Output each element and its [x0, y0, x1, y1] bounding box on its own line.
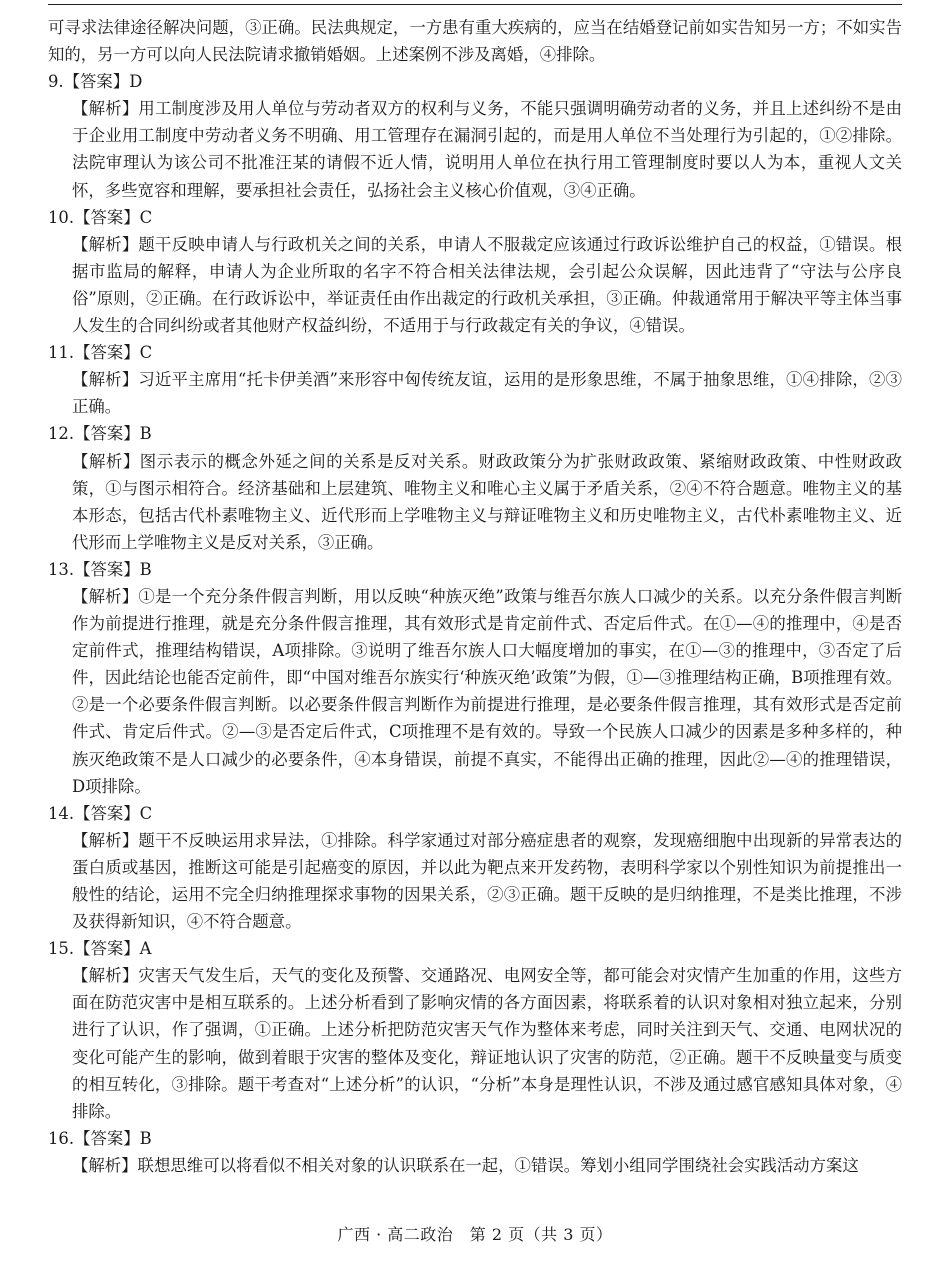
- answer-heading: 16.【答案】B: [48, 1128, 152, 1148]
- top-rule: [48, 4, 902, 5]
- question-block: [48, 420, 902, 555]
- intro-paragraph: 可寻求法律途径解决问题，③正确。民法典规定，一方患有重大疾病的，应当在结婚登记前如实告知另一方；不如实告知的，另一方可以向人民法院请求撤销婚姻。上述案例不涉及离婚，④排除。: [48, 18, 902, 65]
- question-list: [48, 68, 902, 1179]
- answer-explanations: [48, 14, 902, 1179]
- answer-explanation: 【解析】用工制度涉及用人单位与劳动者双方的权利与义务，不能只强调明确劳动者的义务，并且上述纠纷不是由于企业用工制度中劳动者义务不明确、用工管理存在漏洞引起的，而是用人单位不当处理行为引起的，①②排除。法院审理认为该公司不批准汪某的请假不近人情，说明用人单位在执行用工管理制度时要以人为本，重视人文关怀，多些宽容和理解，要承担社会责任，弘扬社会主义核心价值观，③④正确。: [72, 99, 902, 200]
- answer-explanation: 【解析】题干反映申请人与行政机关之间的关系，申请人不服裁定应该通过行政诉讼维护自己的权益，①错误。根据市监局的解释，申请人为企业所取的名字不符合相关法律法规，会引起公众误解，因此违背了“守法与公序良俗”原则，②正确。在行政诉讼中，举证责任由作出裁定的行政机关承担，③正确。仲裁通常用于解决平等主体当事人发生的合同纠纷或者其他财产权益纠纷，不适用于与行政裁定有关的争议，④错误。: [72, 234, 902, 336]
- answer-heading: 14.【答案】C: [48, 803, 153, 823]
- answer-heading: 9.【答案】D: [48, 72, 143, 92]
- answer-explanation: 【解析】灾害天气发生后，天气的变化及预警、交通路况、电网安全等，都可能会对灾情产生加重的作用，这些方面在防范灾害中是相互联系的。上述分析看到了影响灾情的各方面因素，将联系着的认识对象相对独立起来，分别进行了认识，作了强调，①正确。上述分析把防范灾害天气作为整体来考虑，同时关注到天气、交通、电网状况的变化可能产生的影响，做到着眼于灾害的整体及变化，辩证地认识了灾害的防范，②正确。题干不反映量变与质变的相互转化，③排除。题干考查对“上述分析”的认识，“分析”本身是理性认识，不涉及通过感官感知具体对象，④排除。: [72, 966, 902, 1121]
- answer-explanation: 【解析】习近平主席用“托卡伊美酒”来形容中匈传统友谊，运用的是形象思维，不属于抽象思维，①④排除，②③正确。: [72, 370, 902, 417]
- answer-explanation: 【解析】联想思维可以将看似不相关对象的认识联系在一起，①错误。筹划小组同学围绕社会实践活动方案这: [72, 1155, 859, 1175]
- answer-explanation: 【解析】①是一个充分条件假言判断，用以反映“种族灭绝”政策与维吾尔族人口减少的关系。以充分条件假言判断作为前提进行推理，就是充分条件假言推理，其有效形式是肯定前件式、否定后件式。在①—④的推理中，④是否定前件式，推理结构错误，A项排除。③说明了维吾尔族人口大幅度增加的事实，在①—③的推理中，③否定了后件，因此结论也能否定前件，即“中国对维吾尔族实行‘种族灭绝’政策”为假，①—③推理结构正确，B项推理有效。②是一个必要条件假言判断。以必要条件假言判断作为前提进行推理，是必要条件假言推理，其有效形式是否定前件式、肯定后件式。②—③是否定后件式，C项推理不是有效的。导致一个民族人口减少的因素是多种多样的，种族灭绝政策不是人口减少的必要条件，④本身错误，前提不真实，不能得出正确的推理，因此②—④的推理错误，D项排除。: [72, 586, 902, 796]
- answer-heading: 11.【答案】C: [48, 343, 153, 363]
- answer-explanation: 【解析】图示表示的概念外延之间的关系是反对关系。财政政策分为扩张财政政策、紧缩财政政策、中性财政政策，①与图示相符合。经济基础和上层建筑、唯物主义和唯心主义属于矛盾关系，②④不符合题意。唯物主义的基本形态，包括古代朴素唯物主义、近代形而上学唯物主义与辩证唯物主义和历史唯物主义，古代朴素唯物主义、近代形而上学唯物主义是反对关系，③正确。: [72, 451, 902, 552]
- question-block: [48, 800, 902, 935]
- page-footer: 广西 · 高二政治 第 2 页（共 3 页）: [337, 1225, 613, 1244]
- answer-heading: 15.【答案】A: [48, 939, 152, 959]
- question-block: [48, 935, 902, 1125]
- question-block: [48, 556, 902, 800]
- question-block: [48, 339, 902, 420]
- question-block: [48, 1125, 902, 1179]
- question-block: [48, 204, 902, 339]
- answer-heading: 13.【答案】B: [48, 559, 152, 579]
- question-block: [48, 68, 902, 203]
- answer-heading: 10.【答案】C: [48, 207, 153, 227]
- answer-heading: 12.【答案】B: [48, 424, 152, 444]
- answer-explanation: 【解析】题干不反映运用求异法，①排除。科学家通过对部分癌症患者的观察，发现癌细胞中出现新的异常表达的蛋白质或基因，推断这可能是引起癌变的原因，并以此为靶点来开发药物，表明科学家以个别性知识为前提推出一般性的结论，运用不完全归纳推理探求事物的因果关系，②③正确。题干反映的是归纳推理，不是类比推理，不涉及获得新知识，④不符合题意。: [72, 830, 902, 932]
